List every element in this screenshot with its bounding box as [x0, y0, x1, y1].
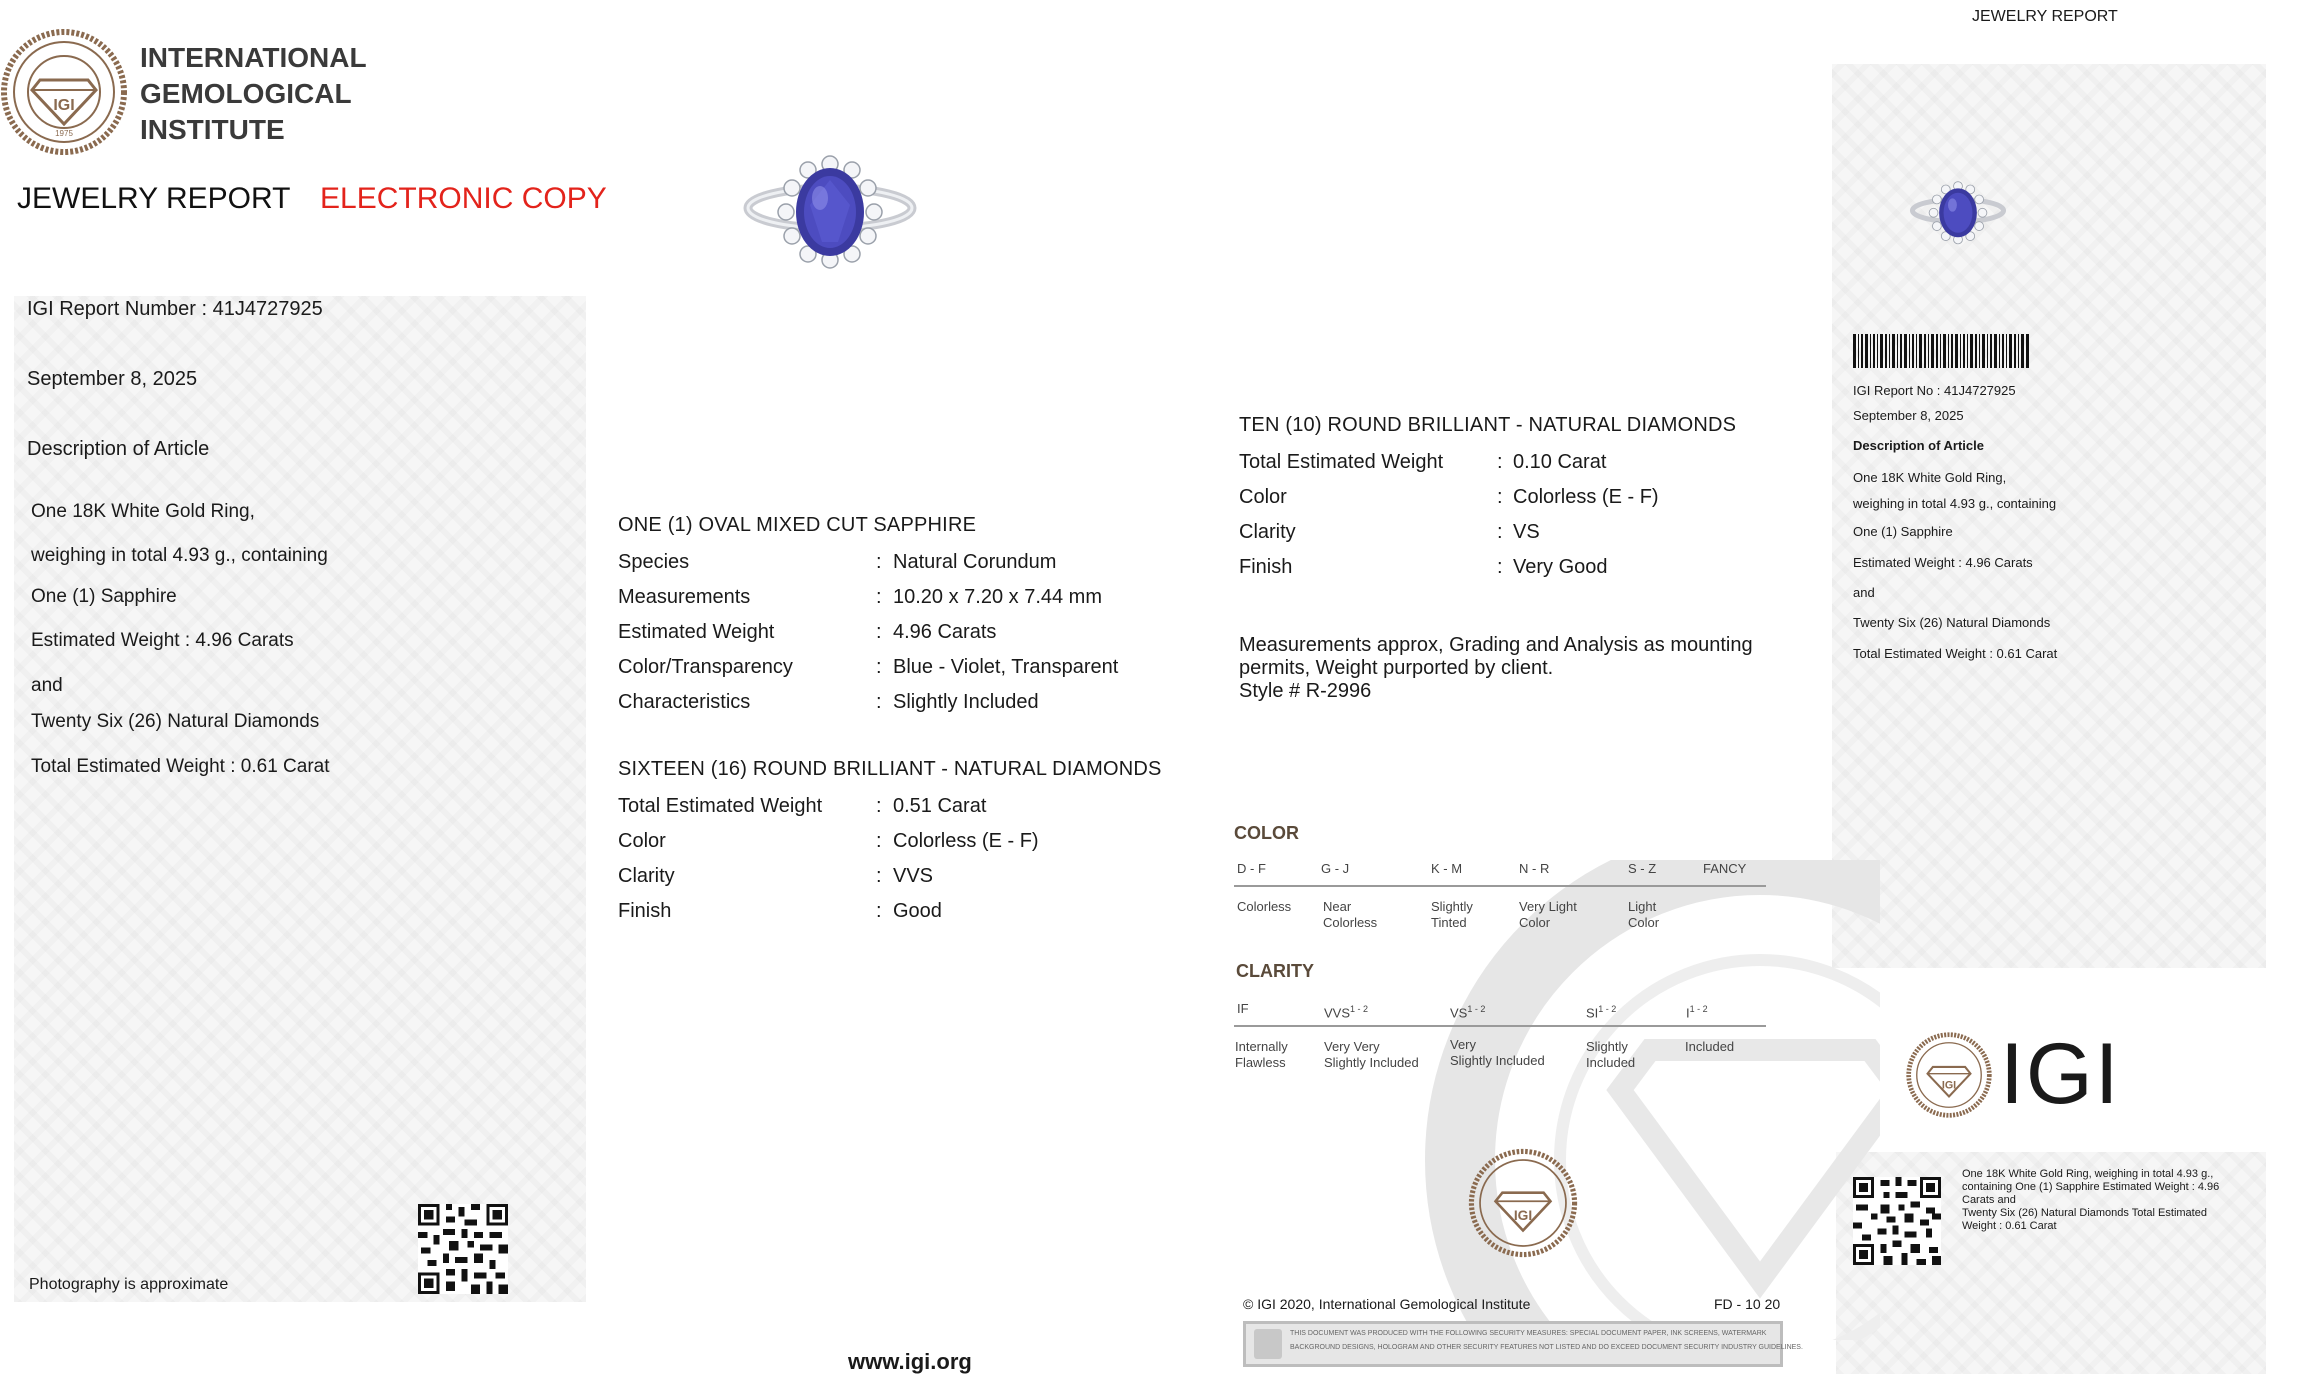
color-grade-km: K - M	[1431, 861, 1463, 876]
color-grade-nr: N - R	[1519, 861, 1550, 876]
spec-label: Clarity	[1239, 521, 1296, 543]
spec-value: 0.10 Carat	[1513, 451, 1607, 473]
color-desc-text: Color	[1519, 915, 1551, 930]
clarity-desc-3	[1450, 1037, 1545, 1069]
description-line-1: One 18K White Gold Ring,	[31, 501, 255, 522]
stub-title: JEWELRY REPORT	[1972, 8, 2118, 25]
svg-text:IGI: IGI	[53, 97, 75, 114]
clarity-grade-sub: 1 - 2	[1350, 1004, 1369, 1014]
description-line-3: One (1) Sapphire	[31, 586, 177, 607]
stub-description-heading: Description of Article	[1853, 438, 1984, 453]
color-scale-heading: COLOR	[1234, 823, 1299, 843]
clarity-grade-text: VVS	[1324, 1005, 1351, 1021]
color-desc-text: Light	[1628, 899, 1657, 914]
spec-label: Measurements	[618, 586, 751, 608]
spec-colon: :	[1497, 486, 1503, 508]
comments-block	[1239, 634, 1753, 703]
stub-watermark-panel	[1832, 64, 2266, 968]
clarity-desc-1	[1235, 1039, 1288, 1071]
barcode	[1853, 334, 2029, 368]
comment-line-2: permits, Weight purported by client.	[1239, 657, 1554, 679]
color-grade-sz: S - Z	[1628, 861, 1657, 876]
website-link[interactable]: www.igi.org	[848, 1349, 972, 1374]
clarity-grade-sub: 1 - 2	[1689, 1004, 1708, 1014]
svg-text:IGI: IGI	[1513, 1208, 1533, 1224]
igi-seal-logo	[0, 28, 128, 156]
qr-code-stub[interactable]	[1853, 1177, 1941, 1265]
spec-value: Colorless (E - F)	[893, 830, 1039, 852]
qr-code-left[interactable]	[418, 1204, 508, 1294]
clarity-grade-vvs	[1324, 1001, 1368, 1021]
clarity-grade-text: SI	[1586, 1005, 1599, 1021]
spec-label: Estimated Weight	[618, 621, 775, 643]
clarity-grade-sub: 1 - 2	[1467, 1004, 1486, 1014]
security-line-2: BACKGROUND DESIGNS, HOLOGRAM AND OTHER SECURITY FEATURES NOT LISTED AND DO EXCEED DOCUMENT SECURITY INDUSTRY GUIDELINES.	[1290, 1344, 1803, 1351]
color-desc-3	[1431, 899, 1473, 931]
color-scale-rule	[1234, 885, 1766, 887]
color-desc-2	[1323, 899, 1377, 931]
color-desc-text: Colorless	[1323, 915, 1378, 930]
clarity-grade-sub: 1 - 2	[1598, 1004, 1617, 1014]
ring-photo-stub	[1908, 178, 2008, 262]
stub-desc-line-5: and	[1853, 585, 1875, 600]
clarity-desc-5	[1685, 1039, 1734, 1055]
stub-desc-line-6: Twenty Six (26) Natural Diamonds	[1853, 615, 2051, 630]
security-lock-icon	[1254, 1329, 1282, 1359]
color-desc-5	[1628, 899, 1659, 931]
sapphire-title: ONE (1) OVAL MIXED CUT SAPPHIRE	[618, 514, 977, 536]
color-desc-text: Colorless	[1237, 899, 1292, 914]
clarity-desc-4	[1586, 1039, 1635, 1071]
spec-colon: :	[876, 830, 882, 852]
stub-report-number: IGI Report No : 41J4727925	[1853, 383, 2016, 398]
spec-value: Colorless (E - F)	[1513, 486, 1659, 508]
clarity-desc-text: Included	[1586, 1055, 1636, 1070]
background-seal-watermark	[1400, 860, 1880, 1340]
spec-label: Characteristics	[618, 691, 751, 713]
stub-brand-wordmark: IGI	[2000, 1026, 2121, 1122]
clarity-grade-text: VS	[1450, 1005, 1468, 1021]
sixteen-diamonds-title: SIXTEEN (16) ROUND BRILLIANT - NATURAL DIAMONDS	[618, 758, 1162, 780]
spec-label: Species	[618, 551, 690, 573]
ten-diamonds-title: TEN (10) ROUND BRILLIANT - NATURAL DIAMONDS	[1239, 414, 1737, 436]
seal-year: 1975	[55, 129, 73, 138]
description-line-7: Total Estimated Weight : 0.61 Carat	[31, 756, 330, 777]
spec-label: Clarity	[618, 865, 675, 887]
clarity-desc-text: Very	[1450, 1037, 1477, 1052]
ring-photo-main	[740, 150, 920, 300]
stub-date: September 8, 2025	[1853, 408, 1964, 423]
stub-qr-line-2: containing One (1) Sapphire Estimated Weight : 4.96	[1962, 1181, 2220, 1193]
color-grade-gj: G - J	[1321, 861, 1350, 876]
spec-colon: :	[876, 900, 882, 922]
spec-label: Total Estimated Weight	[1239, 451, 1444, 473]
spec-label: Color	[618, 830, 666, 852]
clarity-desc-text: Slightly Included	[1324, 1055, 1419, 1070]
description-line-4: Estimated Weight : 4.96 Carats	[31, 630, 294, 651]
spec-colon: :	[1497, 556, 1503, 578]
color-desc-4	[1519, 899, 1577, 931]
svg-text:IGI: IGI	[1941, 1079, 1957, 1092]
stub-desc-line-2: weighing in total 4.93 g., containing	[1853, 496, 2057, 511]
clarity-grade-vs	[1450, 1001, 1485, 1021]
spec-value: Natural Corundum	[893, 551, 1057, 573]
spec-value: Very Good	[1513, 556, 1608, 578]
clarity-grade-si	[1586, 1001, 1616, 1021]
igi-seal-center	[1468, 1148, 1578, 1258]
security-strip	[1243, 1321, 1803, 1367]
clarity-desc-text: Internally	[1235, 1039, 1288, 1054]
spec-colon: :	[876, 551, 882, 573]
stub-desc-line-1: One 18K White Gold Ring,	[1853, 470, 2007, 485]
clarity-desc-text: Slightly	[1586, 1039, 1628, 1054]
comment-line-1: Measurements approx, Grading and Analysis as mounting	[1239, 634, 1753, 656]
igi-seal-stub	[1906, 1032, 1992, 1118]
color-desc-text: Tinted	[1431, 915, 1467, 930]
spec-value: VS	[1513, 521, 1540, 543]
spec-value: Blue - Violet, Transparent	[893, 656, 1119, 678]
institute-name	[140, 40, 367, 148]
clarity-desc-2	[1324, 1039, 1419, 1071]
institute-line-2: GEMOLOGICAL	[140, 78, 352, 109]
clarity-scale-rule	[1234, 1025, 1766, 1027]
spec-value: VVS	[893, 865, 934, 887]
color-desc-text: Slightly	[1431, 899, 1473, 914]
clarity-desc-text: Flawless	[1235, 1055, 1286, 1070]
color-grade-df: D - F	[1237, 861, 1266, 876]
spec-label: Color/Transparency	[618, 656, 793, 678]
form-number: FD - 10 20	[1714, 1296, 1781, 1312]
spec-value: 10.20 x 7.20 x 7.44 mm	[893, 586, 1103, 608]
spec-colon: :	[876, 656, 882, 678]
spec-colon: :	[876, 586, 882, 608]
description-heading: Description of Article	[27, 438, 210, 460]
report-title: JEWELRY REPORT	[17, 182, 291, 215]
clarity-grade-text: I	[1686, 1005, 1690, 1021]
spec-colon: :	[876, 621, 882, 643]
spec-colon: :	[876, 865, 882, 887]
stub-qr-line-4: Twenty Six (26) Natural Diamonds Total Estimated	[1962, 1207, 2207, 1219]
spec-label: Finish	[1239, 556, 1293, 578]
clarity-desc-text: Slightly Included	[1450, 1053, 1545, 1068]
description-line-2: weighing in total 4.93 g., containing	[31, 545, 328, 566]
security-line-1: THIS DOCUMENT WAS PRODUCED WITH THE FOLLOWING SECURITY MEASURES: SPECIAL DOCUMENT PAPER, INK SCREENS, WATERMARK	[1290, 1330, 1767, 1337]
clarity-grade-if	[1237, 1001, 1249, 1017]
description-line-5: and	[31, 675, 63, 696]
comment-line-3: Style # R-2996	[1239, 680, 1372, 702]
spec-label: Finish	[618, 900, 672, 922]
spec-value: 4.96 Carats	[893, 621, 997, 643]
spec-label: Color	[1239, 486, 1287, 508]
spec-label: Total Estimated Weight	[618, 795, 823, 817]
copyright: © IGI 2020, International Gemological Institute	[1243, 1296, 1531, 1312]
clarity-scale-heading: CLARITY	[1236, 961, 1314, 981]
description-line-6: Twenty Six (26) Natural Diamonds	[31, 711, 320, 732]
institute-line-1: INTERNATIONAL	[140, 42, 367, 73]
spec-colon: :	[876, 795, 882, 817]
stub-desc-line-7: Total Estimated Weight : 0.61 Carat	[1853, 646, 2058, 661]
clarity-desc-text: Included	[1685, 1039, 1735, 1054]
spec-value: Slightly Included	[893, 691, 1039, 713]
stub-desc-line-3: One (1) Sapphire	[1853, 524, 1953, 539]
color-desc-text: Near	[1323, 899, 1352, 914]
institute-line-3: INSTITUTE	[140, 114, 285, 145]
stub-desc-line-4: Estimated Weight : 4.96 Carats	[1853, 555, 2033, 570]
stub-qr-line-1: One 18K White Gold Ring, weighing in total 4.93 g.,	[1962, 1168, 2214, 1180]
clarity-desc-text: Very Very	[1324, 1039, 1380, 1054]
spec-value: 0.51 Carat	[893, 795, 987, 817]
color-desc-text: Very Light	[1519, 899, 1577, 914]
color-desc-text: Color	[1628, 915, 1660, 930]
stub-qr-line-5: Weight : 0.61 Carat	[1962, 1220, 2057, 1232]
spec-colon: :	[1497, 521, 1503, 543]
color-desc-1	[1237, 899, 1291, 915]
report-date: September 8, 2025	[27, 368, 198, 390]
stub-qr-line-3: Carats and	[1962, 1194, 2016, 1206]
spec-colon: :	[876, 691, 882, 713]
electronic-copy-label: ELECTRONIC COPY	[320, 182, 607, 215]
stub-qr-caption	[1962, 1168, 2262, 1233]
color-grade-fancy: FANCY	[1703, 861, 1747, 876]
clarity-grade-i	[1686, 1001, 1708, 1021]
spec-colon: :	[1497, 451, 1503, 473]
clarity-grade-text: IF	[1237, 1001, 1249, 1016]
photography-note: Photography is approximate	[29, 1276, 229, 1293]
report-number: IGI Report Number : 41J4727925	[27, 298, 323, 320]
spec-value: Good	[893, 900, 942, 922]
